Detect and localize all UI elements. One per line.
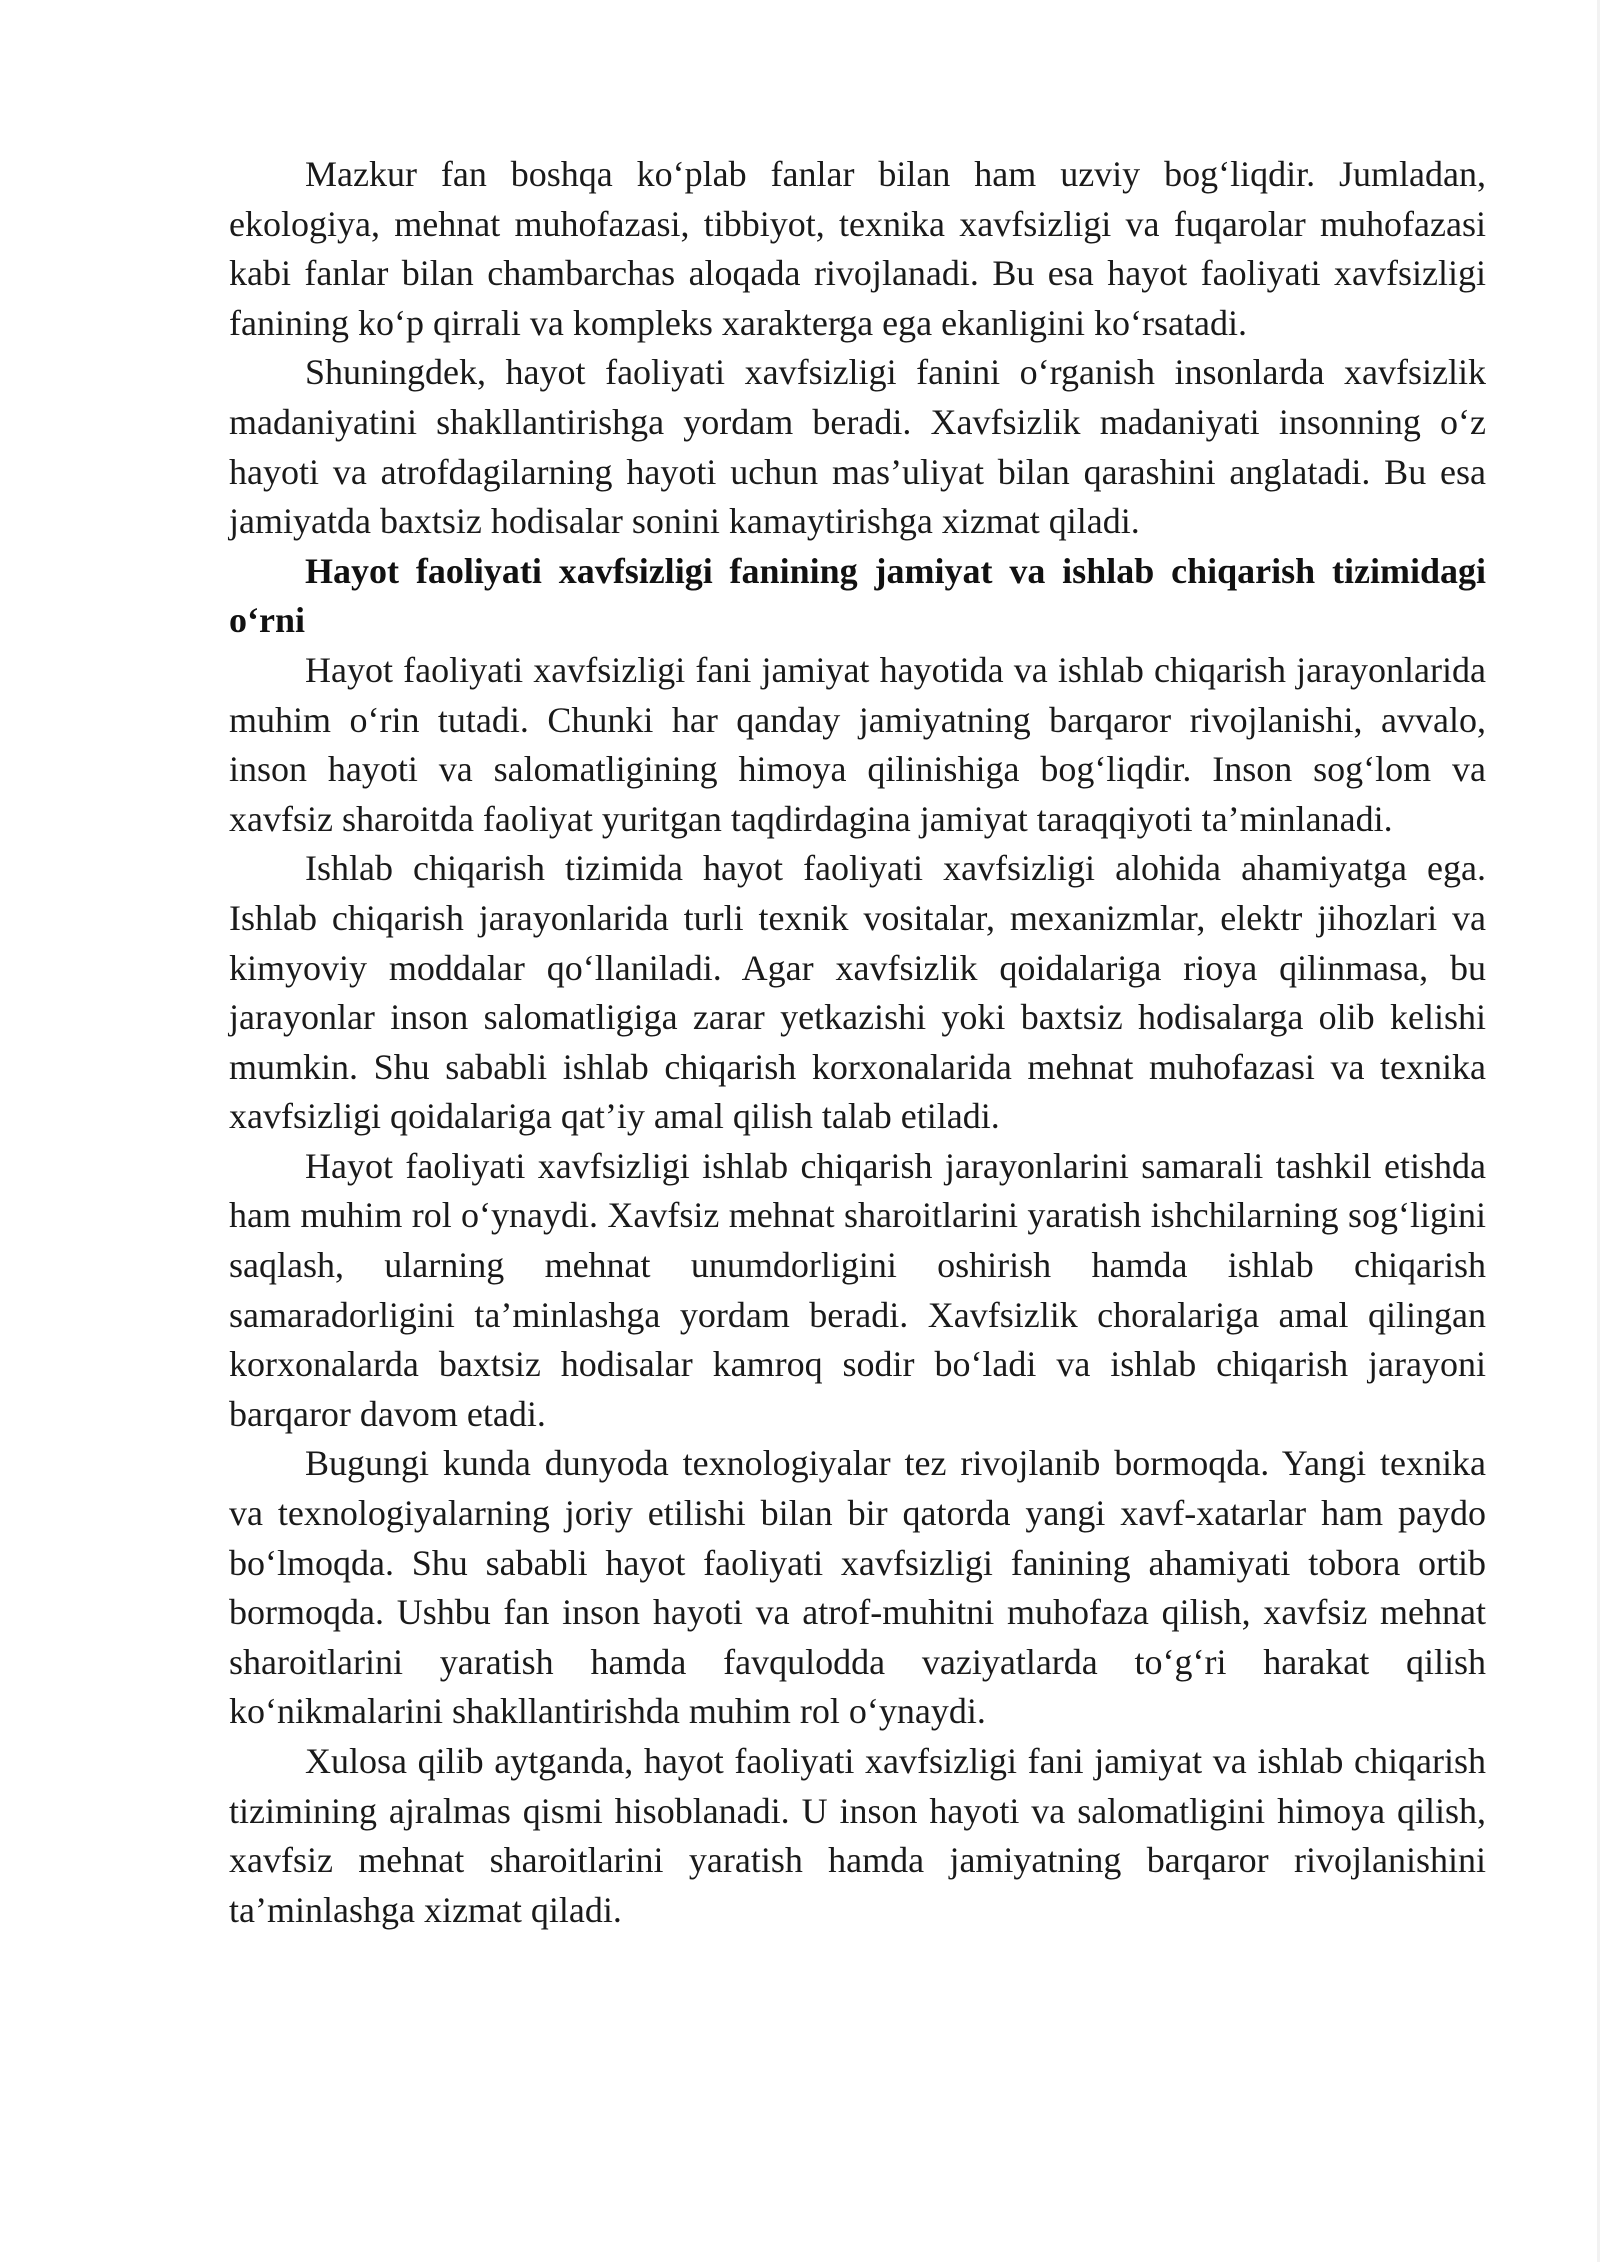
paragraph-society-role: Hayot faoliyati xavfsizligi fani jamiyat hayotida va ishlab chiqarish jarayonlarida muhim o‘rin tutadi. Chunki har qanday jamiyatning barqaror rivojlanishi, avvalo, inson hayoti va salomatligining himoya qilinishiga bog‘liqdir. Inson sog‘lom va xavfsiz sharoitda faoliyat yuritgan taqdirdagina jamiyat taraqqiyoti ta’minlanadi. — [229, 649, 1486, 839]
document-page — [229, 150, 1486, 1935]
paragraph-production-efficiency: Hayot faoliyati xavfsizligi ishlab chiqarish jarayonlarini samarali tashkil etishda ham muhim rol o‘ynaydi. Xavfsiz mehnat sharoitlarini yaratish ishchilarning sog‘ligini saqlash, ularning mehnat unumdorligini oshirish hamda ishlab chiqarish samaradorligini ta’minlashga yordam beradi. Xavfsizlik choralariga amal qilingan korxonalarda baxtsiz hodisalar kamroq sodir bo‘ladi va ishlab chiqarish jarayoni barqaror davom etadi. — [229, 1145, 1486, 1434]
paragraph-technology-development: Bugungi kunda dunyoda texnologiyalar tez rivojlanib bormoqda. Yangi texnika va texnologiyalarning joriy etilishi bilan bir qatorda yangi xavf-xatarlar ham paydo bo‘lmoqda. Shu sababli hayot faoliyati xavfsizligi fanining ahamiyati tobora ortib bormoqda. Ushbu fan inson hayoti va atrof-muhitni muhofaza qilish, xavfsiz mehnat sharoitlarini yaratish hamda favqulodda vaziyatlarda to‘g‘ri harakat qilish ko‘nikmalarini shakllantirishda muhim rol o‘ynaydi. — [229, 1443, 1486, 1732]
paragraph-conclusion: Xulosa qilib aytganda, hayot faoliyati xavfsizligi fani jamiyat va ishlab chiqarish tizimining ajralmas qismi hisoblanadi. U inson hayoti va salomatligini himoya qilish, xavfsiz mehnat sharoitlarini yaratish hamda jamiyatning barqaror rivojlanishini ta’minlashga xizmat qiladi. — [229, 1741, 1486, 1930]
paragraph-fan-connections: Mazkur fan boshqa ko‘plab fanlar bilan ham uzviy bog‘liqdir. Jumladan, ekologiya, mehnat muhofazasi, tibbiyot, texnika xavfsizligi va fuqarolar muhofazasi kabi fanlar bilan chambarchas aloqada rivojlanadi. Bu esa hayot faoliyati xavfsizligi fanining ko‘p qirrali va kompleks xarakterga ega ekanligini ko‘rsatadi. — [229, 154, 1486, 343]
paragraph-safety-culture: Shuningdek, hayot faoliyati xavfsizligi fanini o‘rganish insonlarda xavfsizlik madaniyatini shakllantirishga yordam beradi. Xavfsizlik madaniyati insonning o‘z hayoti va atrofdagilarning hayoti uchun mas’uliyat bilan qarashini anglatadi. Bu esa jamiyatda baxtsiz hodisalar sonini kamaytirishga xizmat qiladi. — [229, 352, 1486, 542]
section-heading: Hayot faoliyati xavfsizligi fanining jamiyat va ishlab chiqarish tizimidagi o‘rni — [229, 550, 1486, 641]
paragraph-production-system: Ishlab chiqarish tizimida hayot faoliyati xavfsizligi alohida ahamiyatga ega. Ishlab chiqarish jarayonlarida turli texnik vositalar, mexanizmlar, elektr jihozlari va kimyoviy moddalar qo‘llaniladi. Agar xavfsizlik qoidalariga rioya qilinmasa, bu jarayonlar inson salomatligiga zarar yetkazishi yoki baxtsiz hodisalarga olib kelishi mumkin. Shu sababli ishlab chiqarish korxonalarida mehnat muhofazasi va texnika xavfsizligi qoidalariga qat’iy amal qilish talab etiladi. — [229, 848, 1486, 1137]
